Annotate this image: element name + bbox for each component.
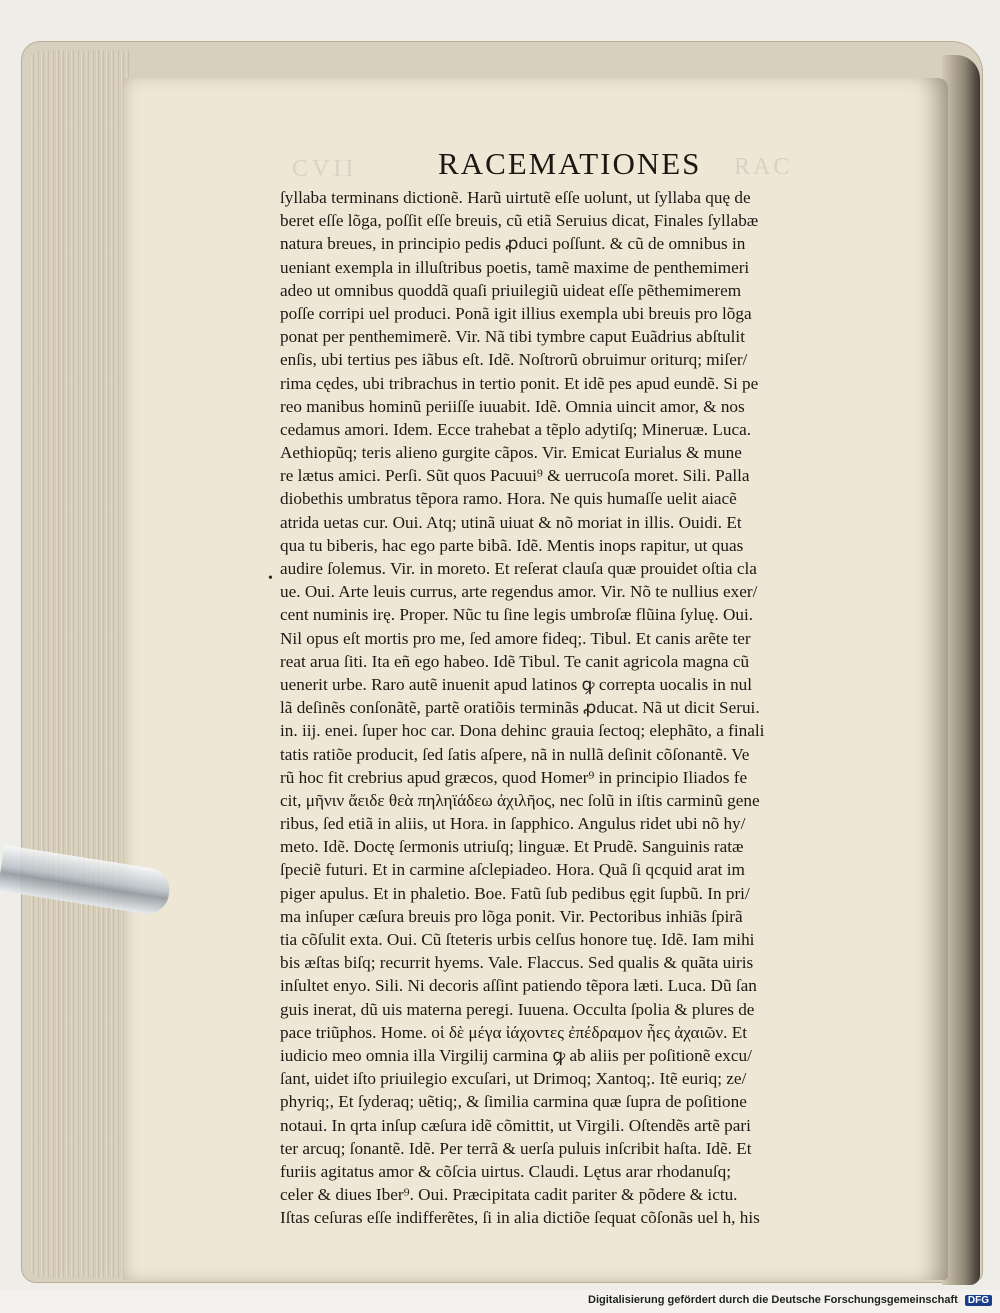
footer-credit xyxy=(588,1294,992,1306)
page-edges xyxy=(30,50,130,1278)
text-line: reat arua ſiti. Ita eñ ego habeo. Idẽ Tibul. Te canit agricola magna cũ xyxy=(280,651,750,671)
text-line: cit, μῆνιν ἄειδε θεὰ πηληϊάδεω ἀχιλῆος, nec ſolũ in iſtis carminũ gene xyxy=(280,790,760,810)
text-line: meto. Idẽ. Doctę ſermonis utriuſq; linguæ. Et Prudẽ. Sanguinis ratæ xyxy=(280,837,744,857)
text-line: ter arcuq; ſonantẽ. Idẽ. Per terrã & uerſa puluis inſcribit haſta. Idẽ. Et xyxy=(280,1138,752,1158)
text-line: atrida uetas cur. Oui. Atq; utinã uiuat & nõ moriat in illis. Ouidi. Et xyxy=(280,512,742,532)
text-line: natura breues, in principio pedis ꝓduci poſſunt. & cũ de omnibus in xyxy=(280,234,746,254)
text-line: pace triũphos. Home. οἱ δὲ μέγα ἰάχοντες ἐπέδραμον ἧες ἀχαιῶν. Et xyxy=(280,1022,748,1042)
text-line: rima cędes, ubi tribrachus in tertio ponit. Et idẽ pes apud eundẽ. Si pe xyxy=(280,373,759,393)
text-line: audire ſolemus. Vir. in moreto. Et reſerat clauſa quæ prouidet oſtia cla xyxy=(280,559,757,578)
bleed-through-left: CVII xyxy=(292,156,358,182)
dfg-logo: DFG xyxy=(965,1295,992,1306)
text-line: inſultet enyo. Sili. Ni decoris aſſint patiendo tẽpora læti. Luca. Dũ ſan xyxy=(280,976,757,996)
text-line: celer & diues Iber⁹. Oui. Præcipitata cadit pariter & põdere & ictu. xyxy=(280,1185,738,1205)
text-line: iudicio meo omnia illa Virgilij carmina ꝙ ab aliis per poſitionẽ excu/ xyxy=(280,1045,752,1065)
text-line: re lætus amici. Perſi. Sũt quos Pacuui⁹ & uerrucoſa moret. Sili. Palla xyxy=(280,466,750,486)
text-line: lã deſinẽs conſonãtẽ, partẽ oratiõis terminãs ꝓducat. Nã ut dicit Serui. xyxy=(280,698,760,718)
text-line: bis æſtas biſq; recurrit hyems. Vale. Flaccus. Sed qualis & quãta uiris xyxy=(280,953,754,973)
text-line: enſis, ubi tertius pes iãbus eſt. Idẽ. Noſtrorũ obruimur oriturq; miſer/ xyxy=(280,350,748,370)
text-line: diobethis umbratus tẽpora ramo. Hora. Ne quis humaſſe uelit aiacẽ xyxy=(280,489,737,509)
bleed-through-right: RAC xyxy=(734,154,793,180)
text-line: ſyllaba terminans dictionẽ. Harũ uirtutẽ eſſe uolunt, ut ſyllaba quę de xyxy=(280,188,751,207)
text-line: phyriq;, Et ſyderaq; uẽtiq;, & ſimilia carmina quæ ſupra de poſitione xyxy=(280,1092,747,1112)
text-line: Nil opus eſt mortis pro me, ſed amore fideq;. Tibul. Et canis arẽte ter xyxy=(280,628,751,648)
body-text xyxy=(280,186,905,1229)
text-line: poſſe corripi uel produci. Ponã igit illius exempla ubi breuis pro lõga xyxy=(280,303,752,323)
text-line: ſpeciẽ futuri. Et in carmine aſclepiadeo. Hora. Quã ſi qcquid arat im xyxy=(280,860,745,880)
text-line: uenerit urbe. Raro autẽ inuenit apud latinos ꝙ correpta uocalis in nul xyxy=(280,674,753,694)
text-line: cent numinis irę. Proper. Nũc tu ſine legis umbroſæ flũina ſyluę. Oui. xyxy=(280,605,754,625)
margin-mark: • xyxy=(268,571,273,586)
text-line: guis inerat, dũ uis materna peregi. Iuuena. Occulta ſpolia & plures de xyxy=(280,999,755,1019)
text-line: ponat per penthemimerẽ. Vir. Nã tibi tymbre caput Euãdrius abſtulit xyxy=(280,327,745,347)
text-line: ribus, ſed etiã in aliis, ut Hora. in ſapphico. Angulus ridet ubi nõ hy/ xyxy=(280,814,746,834)
text-line: adeo ut omnibus quoddã quaſi priuilegiũ uideat eſſe pẽthemimerem xyxy=(280,280,742,300)
text-line: qua tu biberis, hac ego parte bibã. Idẽ. Mentis inops rapitur, ut quas xyxy=(280,535,744,555)
text-line: Aethiopũq; teris alieno gurgite cãpos. Vir. Emicat Eurialus & mune xyxy=(280,443,742,463)
text-line: tatis ratiõe producit, ſed ſatis aſpere, nã in nullã deſinit cõſonantẽ. Ve xyxy=(280,744,750,764)
text-line: ma inſuper cæſura breuis pro lõga ponit. Vir. Pectoribus inhiãs ſpirã xyxy=(280,906,743,926)
text-line: reo manibus hominũ periiſſe iuuabit. Idẽ. Omnia uincit amor, & nos xyxy=(280,396,745,416)
text-line: Iſtas ceſuras eſſe indifferẽtes, ſi in alia dictiõe ſequat cõſonãs uel h, his xyxy=(280,1208,760,1228)
text-line: notaui. In qrta inſup cæſura idẽ cõmittit, ut Virgili. Oſtendẽs artẽ pari xyxy=(280,1115,751,1135)
footer-credit-text: Digitalisierung gefördert durch die Deutsche Forschungsgemeinschaft xyxy=(588,1294,958,1306)
text-line: cedamus amori. Idem. Ecce trahebat a tẽplo adytiſq; Mineruæ. Luca. xyxy=(280,419,752,439)
text-line: in. iij. enei. ſuper hoc car. Dona dehinc grauia ſectoq; elephãto, a finali xyxy=(280,721,765,741)
text-line: beret eſſe lõga, poſſit eſſe breuis, cũ etiã Seruius dicat, Finales ſyllabæ xyxy=(280,211,759,231)
text-line: furiis agitatus amor & cõſcia uirtus. Claudi. Lętus arar rhodanuſq; xyxy=(280,1161,732,1181)
text-line: piger apulus. Et in phaletio. Boe. Fatũ ſub pedibus ęgit ſupbũ. In pri/ xyxy=(280,883,750,903)
text-line: ſant, uidet iſto priuilegio excuſari, ut Drimoq; Xantoq;. Itẽ euriq; ze/ xyxy=(280,1069,747,1089)
text-line: ueniant exempla in illuſtribus poetis, tamẽ maxime de penthemimeri xyxy=(280,257,750,277)
text-line: ue. Oui. Arte leuis currus, arte regendus amor. Vir. Nõ te nullius exer/ xyxy=(280,582,758,602)
text-line: rũ hoc fit crebrius apud græcos, quod Homer⁹ in principio Iliados fe xyxy=(280,767,748,787)
text-line: tia cõſulit exta. Oui. Cũ ſteteris urbis celſus honore tuę. Idẽ. Iam mihi xyxy=(280,930,755,949)
running-head-title: RACEMATIONES xyxy=(438,146,702,181)
